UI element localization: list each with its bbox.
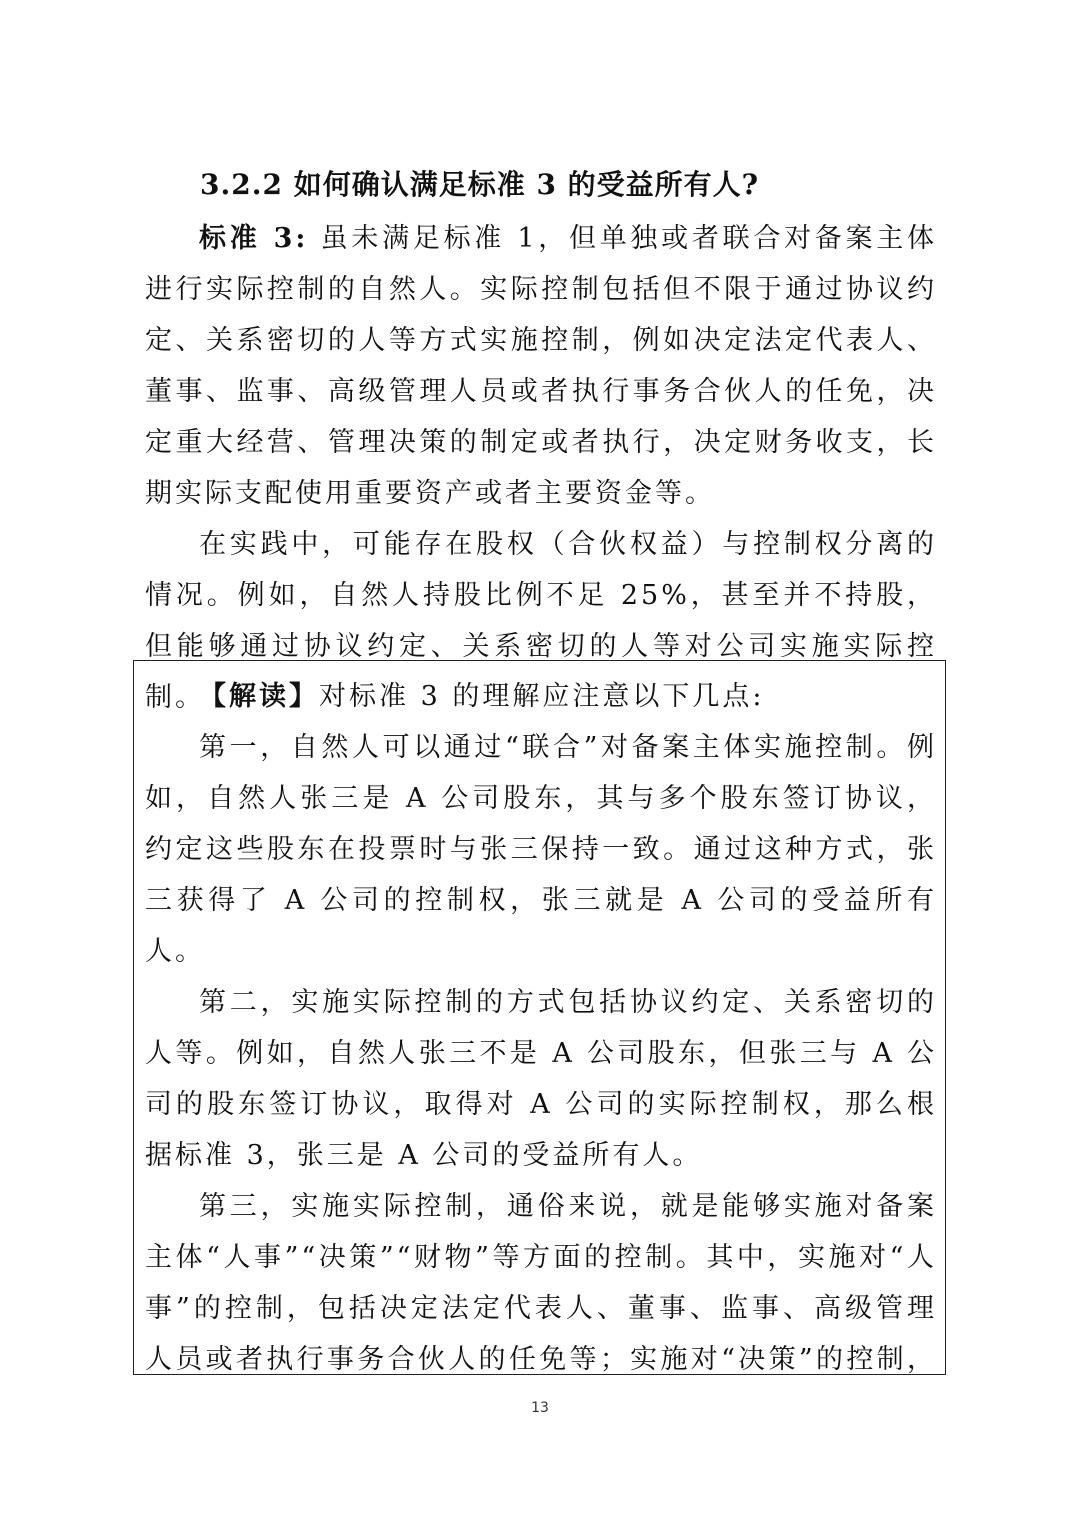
interpretation-point-2: 第二，实施实际控制的方式包括协议约定、关系密切的人等。例如，自然人张三不是 A 公司股东，但张三与 A 公司的股东签订协议，取得对 A 公司的实际控制权，那么根据标准 3，张三是 A 公司的受益所有人。	[145, 987, 937, 1171]
interpretation-intro-paragraph	[145, 671, 937, 722]
interpretation-intro: 对标准 3 的理解应注意以下几点:	[319, 681, 765, 712]
practice-paragraph: 在实践中，可能存在股权（合伙权益）与控制权分离的情况。例如，自然人持股比例不足 25%，甚至并不持股，但能够通过协议约定、关系密切的人等对公司实施实际控制。	[145, 529, 937, 713]
interpretation-box	[133, 660, 946, 1375]
page-number: 13	[531, 1400, 549, 1416]
standard-paragraph	[145, 213, 937, 519]
section-heading: 3.2.2 如何确认满足标准 3 的受益所有人?	[200, 168, 760, 201]
standard-text: 虽未满足标准 1，但单独或者联合对备案主体进行实际控制的自然人。实际控制包括但不限于通过协议约定、关系密切的人等方式实施控制，例如决定法定代表人、董事、监事、高级管理人员或者执行事务合伙人的任免，决定重大经营、管理决策的制定或者执行，决定财务收支，长期实际支配使用重要资产或者主要资金等。	[145, 223, 937, 509]
standard-label: 标准 3:	[199, 223, 309, 254]
interpretation-point-3: 第三，实施实际控制，通俗来说，就是能够实施对备案主体“人事”“决策”“财物”等方面的控制。其中，实施对“人事”的控制，包括决定法定代表人、董事、监事、高级管理人员或者执行事务合伙人的任免等；实施对“决策”的控制，	[145, 1191, 937, 1375]
interpretation-label: 【解读】	[199, 681, 319, 712]
interpretation-point-1: 第一，自然人可以通过“联合”对备案主体实施控制。例如，自然人张三是 A 公司股东，其与多个股东签订协议，约定这些股东在投票时与张三保持一致。通过这种方式，张三获得了 A 公司的控制权，张三就是 A 公司的受益所有人。	[145, 732, 937, 967]
interpretation-content	[145, 671, 937, 1375]
body-text	[145, 213, 937, 723]
